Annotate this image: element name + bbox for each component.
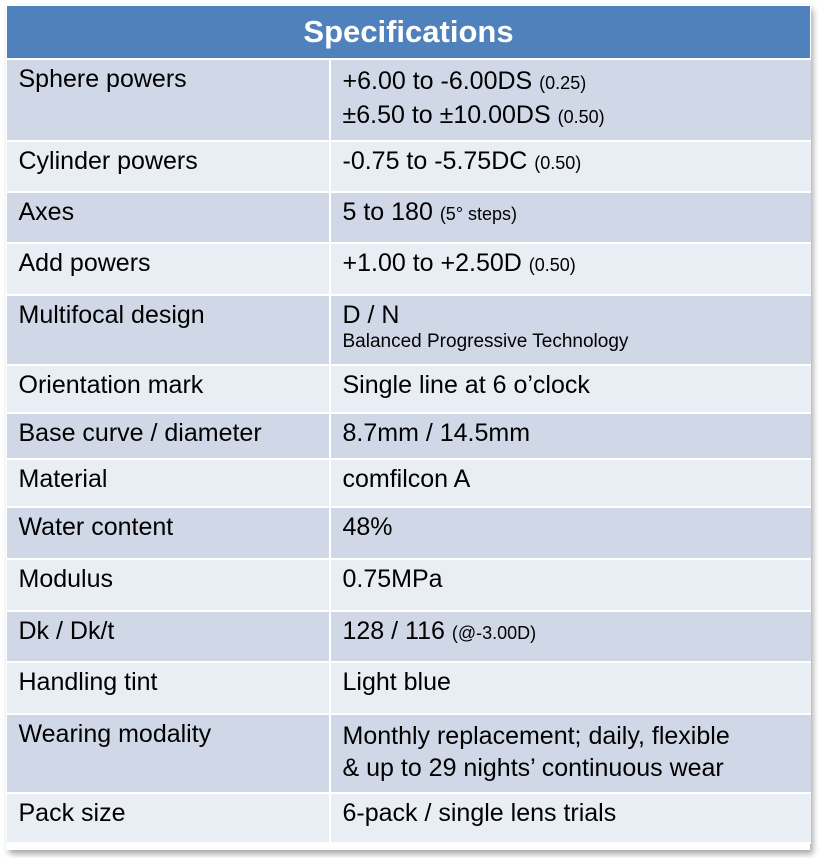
value-text: -0.75 to -5.75DC xyxy=(342,147,528,175)
row-label: Cylinder powers xyxy=(7,141,330,192)
table-row xyxy=(7,793,811,843)
row-value xyxy=(330,295,811,365)
value-text: 128 / 116 xyxy=(342,617,445,645)
row-label: Handling tint xyxy=(7,662,330,714)
row-value: Light blue xyxy=(330,662,811,714)
table-title: Specifications xyxy=(7,6,811,60)
value-text: Monthly replacement; daily, flexible xyxy=(342,722,730,750)
value-subtext: Balanced Progressive Technology xyxy=(342,331,629,352)
row-value xyxy=(330,141,811,192)
table-header-row xyxy=(7,6,811,60)
table-row xyxy=(7,141,811,192)
row-label: Pack size xyxy=(7,793,330,843)
row-value: 8.7mm / 14.5mm xyxy=(330,413,811,459)
row-label: Multifocal design xyxy=(7,295,330,365)
row-value xyxy=(330,714,811,793)
row-label: Orientation mark xyxy=(7,365,330,413)
table-row xyxy=(7,192,811,243)
row-value: Single line at 6 o’clock xyxy=(330,365,811,413)
row-value xyxy=(330,243,811,295)
table-row xyxy=(7,662,811,714)
value-text: +6.00 to -6.00DS xyxy=(342,67,533,95)
value-note: (0.50) xyxy=(534,153,582,173)
row-value: 0.75MPa xyxy=(330,559,811,611)
specifications-table xyxy=(6,5,811,844)
table-row xyxy=(7,459,811,507)
value-note: (0.50) xyxy=(528,255,576,275)
table-row xyxy=(7,714,811,793)
value-text: D / N xyxy=(342,301,400,329)
value-note: (@-3.00D) xyxy=(451,623,537,643)
row-label: Base curve / diameter xyxy=(7,413,330,459)
table-row xyxy=(7,243,811,295)
table-row xyxy=(7,365,811,413)
row-label: Add powers xyxy=(7,243,330,295)
row-value: 48% xyxy=(330,507,811,559)
row-value xyxy=(330,611,811,662)
row-label: Dk / Dk/t xyxy=(7,611,330,662)
table-row xyxy=(7,295,811,365)
row-value xyxy=(330,59,811,141)
value-note: (0.50) xyxy=(557,107,605,127)
value-text: & up to 29 nights’ continuous wear xyxy=(342,754,724,782)
row-label: Sphere powers xyxy=(7,59,330,141)
row-value xyxy=(330,192,811,243)
table-row xyxy=(7,507,811,559)
table-row xyxy=(7,611,811,662)
value-note: (0.25) xyxy=(539,73,587,93)
row-label: Axes xyxy=(7,192,330,243)
row-label: Material xyxy=(7,459,330,507)
row-label: Water content xyxy=(7,507,330,559)
row-label: Modulus xyxy=(7,559,330,611)
row-value: 6-pack / single lens trials xyxy=(330,793,811,843)
table-row xyxy=(7,59,811,141)
row-label: Wearing modality xyxy=(7,714,330,793)
value-note: (5° steps) xyxy=(439,204,518,224)
value-text: +1.00 to +2.50D xyxy=(342,249,522,277)
specifications-table-frame xyxy=(6,5,810,850)
value-text: 5 to 180 xyxy=(342,198,433,226)
table-row xyxy=(7,559,811,611)
table-row xyxy=(7,413,811,459)
value-text: ±6.50 to ±10.00DS xyxy=(342,101,551,129)
row-value: comfilcon A xyxy=(330,459,811,507)
